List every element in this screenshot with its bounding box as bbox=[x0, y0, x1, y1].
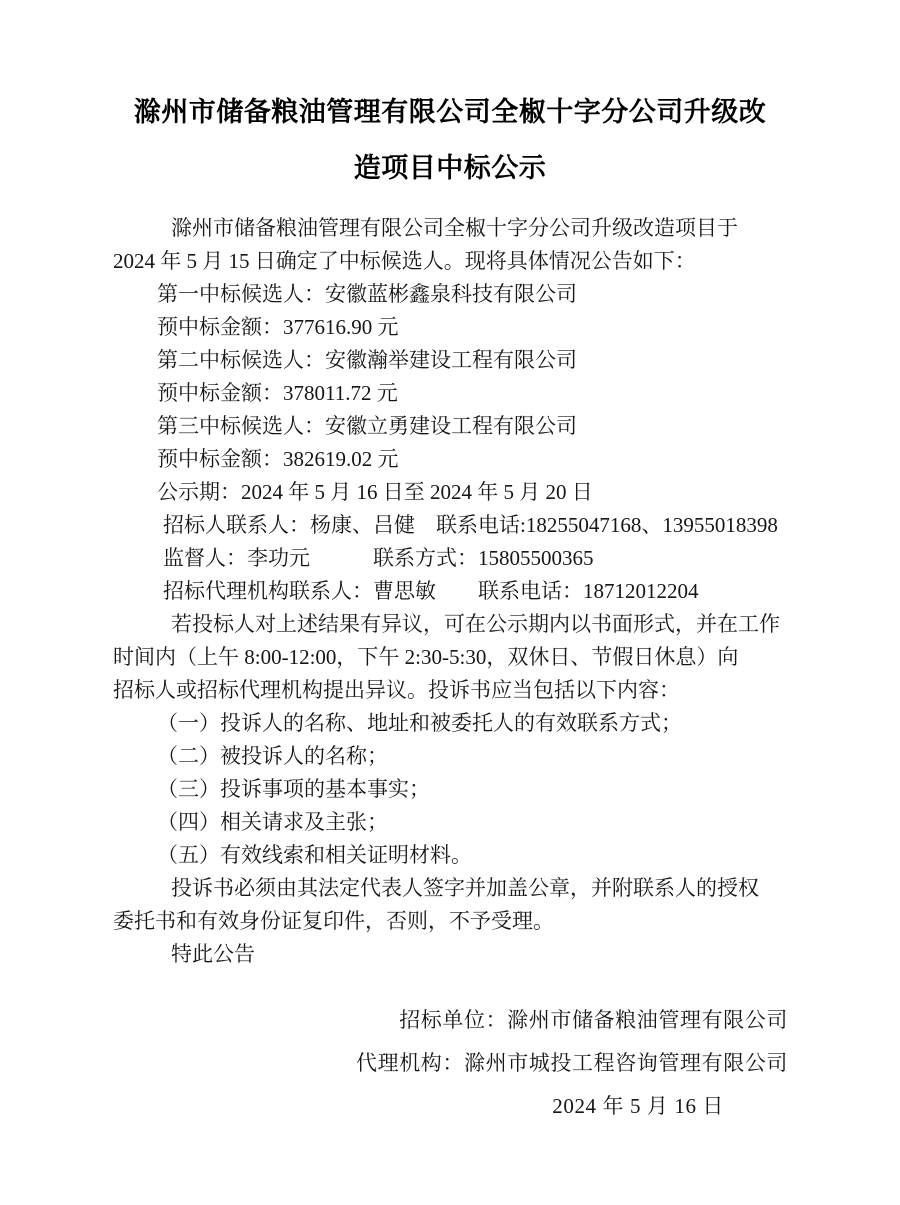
second-candidate-line: 第二中标候选人：安徽瀚举建设工程有限公司 bbox=[157, 348, 577, 372]
objection-line-1: 若投标人对上述结果有异议，可在公示期内以书面形式，并在工作 bbox=[171, 612, 780, 636]
first-bid-amount-line: 预中标金额：377616.90 元 bbox=[157, 315, 399, 339]
supervisor-contact-line: 监督人：李功元 联系方式：15805500365 bbox=[163, 546, 594, 570]
complaint-item-5: （五）有效线索和相关证明材料。 bbox=[157, 843, 472, 867]
complaint-requirement-line-2: 委托书和有效身份证复印件，否则，不予受理。 bbox=[113, 909, 554, 933]
third-bid-amount-line: 预中标金额：382619.02 元 bbox=[157, 447, 399, 471]
announcement-date: 2024 年 5 月 16 日 bbox=[552, 1094, 724, 1118]
complaint-item-3: （三）投诉事项的基本事实； bbox=[157, 777, 430, 801]
tender-unit-line: 招标单位：滁州市储备粮油管理有限公司 bbox=[399, 1008, 788, 1032]
title-line-2: 造项目中标公示 bbox=[353, 153, 547, 183]
hereby-announced-line: 特此公告 bbox=[171, 942, 255, 966]
agency-line: 代理机构：滁州市城投工程咨询管理有限公司 bbox=[356, 1051, 788, 1075]
complaint-item-1: （一）投诉人的名称、地址和被委托人的有效联系方式； bbox=[157, 711, 682, 735]
page-title bbox=[0, 84, 900, 196]
complaint-item-4: （四）相关请求及主张； bbox=[157, 810, 388, 834]
announcement-body bbox=[113, 212, 791, 971]
objection-line-3: 招标人或招标代理机构提出异议。投诉书应当包括以下内容： bbox=[113, 678, 680, 702]
intro-line-1: 滁州市储备粮油管理有限公司全椒十字分公司升级改造项目于 bbox=[171, 216, 738, 240]
tenderer-contact-line: 招标人联系人：杨康、吕健 联系电话:18255047168、13955018398 bbox=[163, 513, 778, 537]
third-candidate-line: 第三中标候选人：安徽立勇建设工程有限公司 bbox=[157, 414, 577, 438]
complaint-item-2: （二）被投诉人的名称； bbox=[157, 744, 388, 768]
intro-line-2: 2024 年 5 月 15 日确定了中标候选人。现将具体情况公告如下： bbox=[113, 249, 696, 273]
publicity-period-line: 公示期：2024 年 5 月 16 日至 2024 年 5 月 20 日 bbox=[157, 480, 593, 504]
signature-block bbox=[113, 999, 788, 1128]
second-bid-amount-line: 预中标金额：378011.72 元 bbox=[157, 381, 398, 405]
agency-contact-line: 招标代理机构联系人：曹思敏 联系电话：18712012204 bbox=[163, 579, 699, 603]
objection-line-2: 时间内（上午 8:00-12:00，下午 2:30-5:30，双休日、节假日休息）向 bbox=[113, 645, 739, 669]
complaint-requirement-line-1: 投诉书必须由其法定代表人签字并加盖公章，并附联系人的授权 bbox=[171, 876, 759, 900]
first-candidate-line: 第一中标候选人：安徽蓝彬鑫泉科技有限公司 bbox=[157, 282, 577, 306]
title-line-1: 滁州市储备粮油管理有限公司全椒十字分公司升级改 bbox=[133, 97, 767, 127]
